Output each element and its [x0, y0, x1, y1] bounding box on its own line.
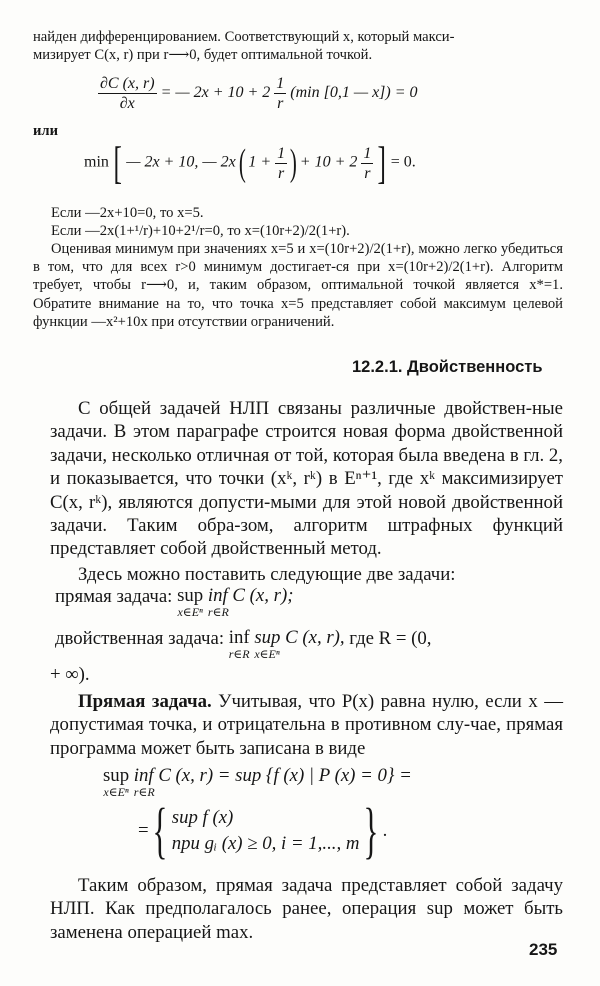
dual-problem: [55, 628, 432, 660]
eq3-line1: sup f (x): [171, 807, 234, 828]
eq1-lhs-denominator: ∂x: [119, 95, 135, 112]
eq1-rhs-a: = — 2x + 10 + 2: [160, 84, 271, 102]
dual-continuation: + ∞).: [50, 664, 90, 685]
eq1-frac-den: r: [277, 95, 284, 112]
eq3-inf-sub: r∈R: [133, 785, 155, 799]
case-2: Если —2x(1+¹/r)+10+2¹/r=0, то x=(10r+2)/2(1+r).: [51, 223, 350, 240]
eq2-inner: 1 +: [248, 153, 272, 171]
eq1-rhs-b: (min [0,1 — x]) = 0: [290, 84, 418, 102]
primal-label: прямая задача:: [55, 586, 173, 607]
page-number: 235: [529, 940, 558, 959]
dual-tail: где R = (0,: [349, 628, 432, 649]
equation-primal: [103, 766, 412, 798]
top-line-2: мизирует C(x, r) при r⟶0, будет оптимальной точкой.: [33, 47, 373, 64]
top-paragraph: [33, 28, 563, 64]
eq3-line2: при gᵢ (x) ≥ 0, i = 1,..., m: [171, 833, 360, 854]
eq1-fraction: [274, 74, 286, 113]
eq2-left-paren: (: [238, 142, 246, 184]
eq3-inf-word: inf C (x, r) = sup {f (x) | P (x) = 0} =: [133, 765, 412, 786]
eq1-frac-num: 1: [276, 75, 285, 92]
primal-inf: [208, 586, 294, 618]
primal-sup-word: sup: [177, 585, 204, 606]
equation-derivative: [98, 74, 418, 113]
eq1-lhs-fraction: [98, 74, 157, 113]
eq3-system: [172, 805, 360, 857]
eq3-end: .: [382, 820, 388, 841]
eq3-sup-sub: x∈Eⁿ: [103, 785, 129, 799]
top-line-1: найден дифференцированием. Соответствующий x, который макси-: [33, 29, 455, 45]
eq2-fraction-1: [275, 144, 287, 183]
closing-paragraph: [50, 874, 563, 944]
eq3-right-brace: }: [363, 797, 379, 865]
dual-inf: [229, 628, 250, 660]
eq2-right-paren: ): [289, 142, 297, 184]
equation-min: [84, 137, 416, 188]
eq2-frac1-num: 1: [277, 144, 286, 162]
dual-inf-word: inf: [228, 627, 250, 648]
section-heading: 12.2.1. Двойственность: [352, 358, 543, 376]
dual-sup-word: sup C (x, r),: [254, 627, 345, 648]
eq3-sup-word: sup: [103, 765, 130, 786]
primal-inf-sub: r∈R: [207, 605, 229, 619]
eq2-min: min: [84, 153, 109, 171]
duality-intro: [50, 397, 563, 586]
eq3-left-brace: {: [152, 797, 168, 865]
eq2-fraction-2: [361, 144, 373, 183]
para-3: [50, 690, 563, 760]
primal-sup: [177, 586, 203, 618]
analysis-paragraph: [33, 240, 563, 331]
eq2-right-bracket: ]: [377, 137, 387, 188]
eq2-frac1-den: r: [278, 164, 285, 182]
dual-label: двойственная задача:: [55, 628, 225, 649]
primal-sup-sub: x∈Eⁿ: [177, 605, 203, 619]
eq3-sup: [103, 766, 129, 798]
primal-problem: [55, 586, 293, 618]
para-4: Таким образом, прямая задача представляет собой задачу НЛП. Как предполагалось ранее, операция sup может быть заменена операцией max.: [50, 875, 563, 943]
eq2-frac2-den: r: [364, 164, 371, 182]
para-3-text: Учитывая, что P(x) равна нулю, если x — допустимая точка, и отрицательна в противном слу-чае, прямая программа может быть записана в виде: [50, 691, 563, 759]
dual-inf-sub: r∈R: [228, 647, 250, 661]
equation-primal-cases: [138, 797, 388, 865]
para-2: Здесь можно поставить следующие две задачи:: [78, 563, 456, 585]
eq3-inf: [134, 766, 412, 798]
eq2-part2: + 10 + 2: [299, 153, 358, 171]
primal-inf-word: inf C (x, r);: [207, 585, 294, 606]
dual-sup: [254, 628, 344, 660]
eq1-lhs-numerator: ∂C (x, r): [100, 75, 155, 92]
cases-block: [51, 204, 563, 240]
primal-paragraph: [50, 690, 563, 760]
eq2-left-bracket: [: [113, 137, 122, 188]
case-1: Если —2x+10=0, то x=5.: [51, 205, 204, 221]
dual-sup-sub: x∈Eⁿ: [254, 647, 280, 661]
or-word: или: [33, 123, 59, 139]
para-3-bold: Прямая задача.: [78, 691, 212, 712]
eq3-eqsign: =: [138, 820, 149, 841]
eq2-part1: — 2x + 10, — 2x: [126, 153, 236, 171]
eq2-end: = 0.: [390, 153, 416, 171]
para-1: С общей задачей НЛП связаны различные двойствен-ные задачи. В этом параграфе строится новая форма двойственной задачи, несколько отличная от той, которая была введена в гл. 2, и показывается, что точки (xᵏ, rᵏ) в Eⁿ⁺¹, где xᵏ максимизирует C(x, rᵏ), являются допусти-мыми для этой новой двойственной задачи. Таким обра-зом, алгоритм штрафных функций представляет собой двойственный метод.: [50, 398, 563, 560]
eq2-frac2-num: 1: [363, 144, 372, 162]
analysis-text: Оценивая минимум при значениях x=5 и x=(10r+2)/2(1+r), можно легко убедиться в том, что для всех r>0 минимум достигает-ся при x=(10r+2)/2(1+r). Алгоритм требует, чтобы r⟶0, и, таким образом, оптимальной точкой является x*=1. Обратите внимание на то, что точка x=5 представляет собой максимум целевой функции —x²+10x при отсутствии ограничений.: [33, 241, 563, 330]
